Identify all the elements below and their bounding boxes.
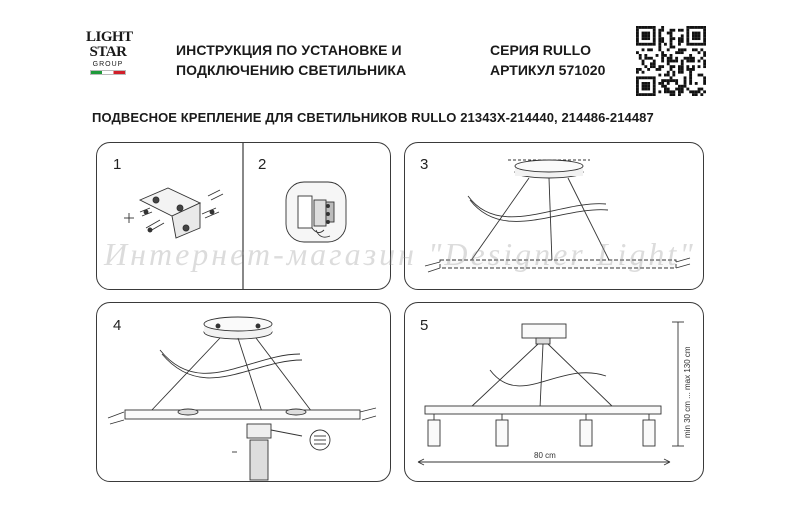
logo-line-1: LIGHT (86, 29, 133, 45)
article-number: АРТИКУЛ 571020 (490, 62, 606, 78)
logo-line-3: GROUP (92, 61, 124, 68)
title-line-2: ПОДКЛЮЧЕНИЮ СВЕТИЛЬНИКА (176, 62, 407, 78)
series-name: СЕРИЯ RULLO (490, 42, 592, 58)
chandelier-step-4-illustration (108, 317, 376, 480)
step-number-3: 3 (420, 156, 429, 173)
step-number-1: 1 (113, 156, 122, 173)
chandelier-step-5-illustration (418, 322, 684, 465)
terminal-block-illustration (286, 182, 346, 242)
product-subtitle: ПОДВЕСНОЕ КРЕПЛЕНИЕ ДЛЯ СВЕТИЛЬНИКОВ RULLO 21343X-214440, 214486-214487 (92, 110, 654, 125)
mounting-bracket-illustration (124, 188, 223, 238)
width-dimension-label: 80 cm (534, 451, 556, 460)
chandelier-step-3-illustration (425, 160, 690, 272)
step-number-4: 4 (113, 317, 122, 334)
logo-line-2: STAR (89, 44, 127, 60)
step-number-2: 2 (258, 156, 267, 173)
height-dimension-label: min 30 cm ... max 130 cm (683, 346, 692, 438)
watermark: Интернет-магазин "Designer Light" (104, 236, 696, 272)
title-line-1: ИНСТРУКЦИЯ ПО УСТАНОВКЕ И (176, 42, 402, 58)
step-number-5: 5 (420, 317, 429, 334)
